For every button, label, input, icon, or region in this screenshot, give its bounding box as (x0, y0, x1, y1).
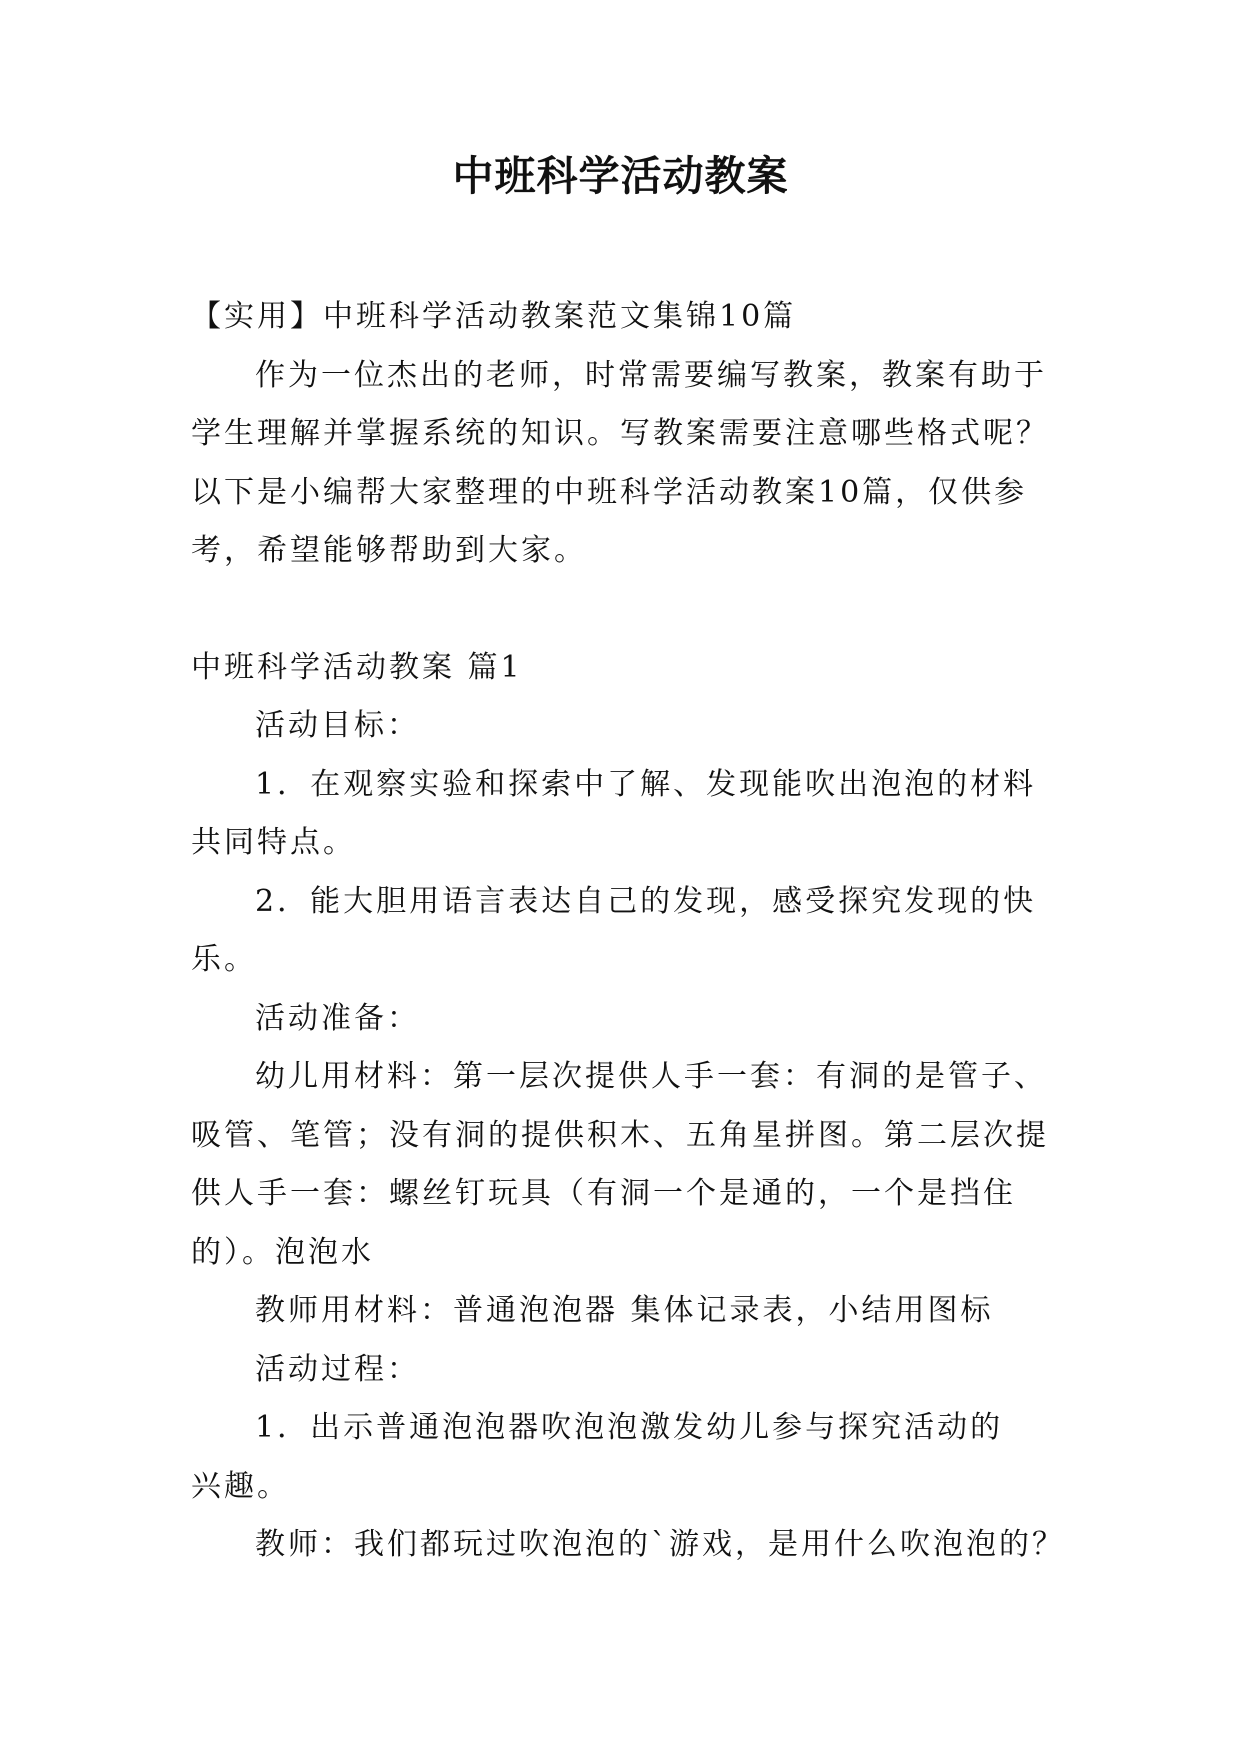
subtitle: 【实用】中班科学活动教案范文集锦10篇 (191, 299, 797, 334)
child-materials-continuation: 吸管、笔管；没有洞的提供积木、五角星拼图。第二层次提 供人手一套：螺丝钉玩具（有洞一个是通的，一个是挡住 的）。泡泡水 (191, 1117, 1049, 1270)
activity-process-label: 活动过程： (255, 1351, 420, 1387)
intro-paragraph-first-line: 作为一位杰出的老师，时常需要编写教案，教案有助于 (255, 357, 1047, 393)
document-title: 中班科学活动教案 (452, 152, 789, 200)
section-spacer (191, 581, 1071, 639)
teacher-materials: 教师用材料：普通泡泡器 集体记录表，小结用图标 (255, 1293, 994, 1328)
activity-goal-label: 活动目标： (255, 708, 420, 743)
process-1-continuation: 兴趣。 (191, 1468, 290, 1504)
intro-paragraph-continuation: 学生理解并掌握系统的知识。写教案需要注意哪些格式呢？ 以下是小编帮大家整理的中班科学活动教案10篇，仅供参 考，希望能够帮助到大家。 (191, 416, 1049, 568)
goal-2-first-line: 2．能大胆用语言表达自己的发现，感受探究发现的快 (255, 883, 1037, 919)
activity-prep-label: 活动准备： (255, 1000, 420, 1036)
goal-1-first-line: 1．在观察实验和探索中了解、发现能吹出泡泡的材料 (255, 766, 1037, 802)
goal-1-continuation: 共同特点。 (191, 825, 356, 860)
goal-2-continuation: 乐。 (191, 942, 257, 977)
process-1-first-line: 1．出示普通泡泡器吹泡泡激发幼儿参与探究活动的 (255, 1410, 1004, 1445)
child-materials-first-line: 幼儿用材料：第一层次提供人手一套：有洞的是管子、 (255, 1059, 1047, 1094)
section-heading: 中班科学活动教案 篇1 (191, 649, 523, 685)
teacher-dialogue: 教师：我们都玩过吹泡泡的`游戏，是用什么吹泡泡的？ (255, 1527, 1065, 1562)
document-body (191, 288, 1071, 1575)
